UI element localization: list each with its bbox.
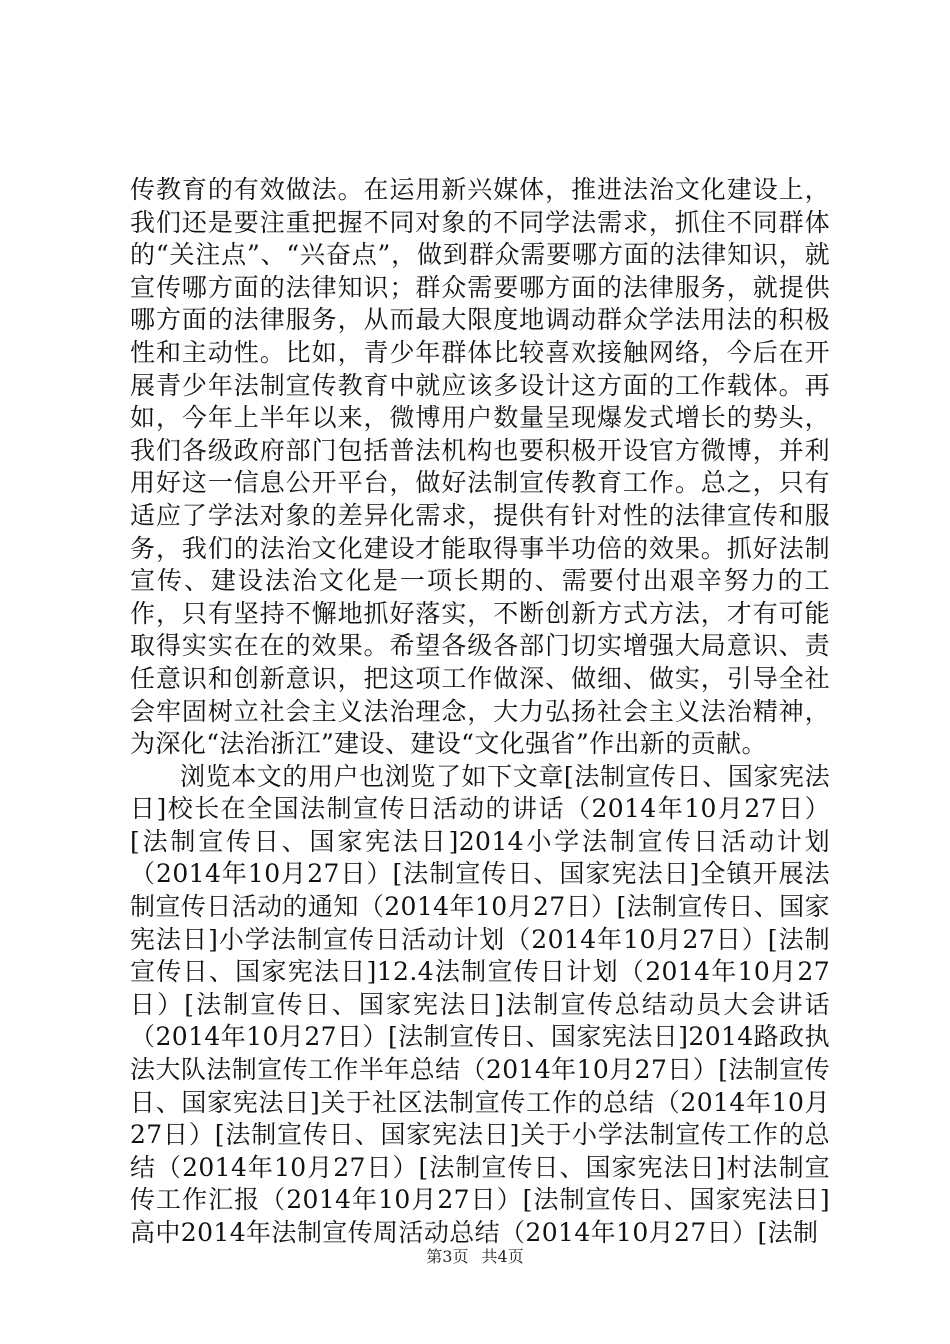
paragraph-closing: 传教育的有效做法。在运用新兴媒体，推进法治文化建设上，我们还是要注重把握不同对象的不同学法需求，抓住不同群体的“关注点”、“兴奋点”，做到群众需要哪方面的法律知识，就宣传哪方面的法律知识；群众需要哪方面的法律服务，就提供哪方面的法律服务，从而最大限度地调动群众学法用法的积极性和主动性。比如，青少年群体比较喜欢接触网络，今后在开展青少年法制宣传教育中就应该多设计这方面的工作载体。再如，今年上半年以来，微博用户数量呈现爆发式增长的势头，我们各级政府部门包括普法机构也要积极开设官方微博，并利用好这一信息公开平台，做好法制宣传教育工作。总之，只有适应了学法对象的差异化需求，提供有针对性的法律宣传和服务，我们的法治文化建设才能取得事半功倍的效果。抓好法制宣传、建设法治文化是一项长期的、需要付出艰辛努力的工作，只有坚持不懈地抓好落实，不断创新方式方法，才有可能取得实实在在的效果。希望各级各部门切实增强大局意识、责任意识和创新意识，把这项工作做深、做细、做实，引导全社会牢固树立社会主义法治理念，大力弘扬社会主义法治精神，为深化“法治浙江”建设、建设“文化强省”作出新的贡献。: [130, 175, 830, 759]
page-footer: [0, 1247, 950, 1267]
page-total: 共4页: [481, 1247, 524, 1266]
page-number: 第3页: [426, 1247, 469, 1266]
document-body: [130, 174, 830, 1250]
paragraph-related-articles: 浏览本文的用户也浏览了如下文章[法制宣传日、国家宪法日]校长在全国法制宣传日活动的讲话（2014年10月27日）[法制宣传日、国家宪法日]2014小学法制宣传日活动计划（2014年10月27日）[法制宣传日、国家宪法日]全镇开展法制宣传日活动的通知（2014年10月27日）[法制宣传日、国家宪法日]小学法制宣传日活动计划（2014年10月27日）[法制宣传日、国家宪法日]12.4法制宣传日计划（2014年10月27日）[法制宣传日、国家宪法日]法制宣传总结动员大会讲话（2014年10月27日）[法制宣传日、国家宪法日]2014路政执法大队法制宣传工作半年总结（2014年10月27日）[法制宣传日、国家宪法日]关于社区法制宣传工作的总结（2014年10月27日）[法制宣传日、国家宪法日]关于小学法制宣传工作的总结（2014年10月27日）[法制宣传日、国家宪法日]村法制宣传工作汇报（2014年10月27日）[法制宣传日、国家宪法日]高中2014年法制宣传周活动总结（2014年10月27日）[法制: [130, 761, 830, 1247]
